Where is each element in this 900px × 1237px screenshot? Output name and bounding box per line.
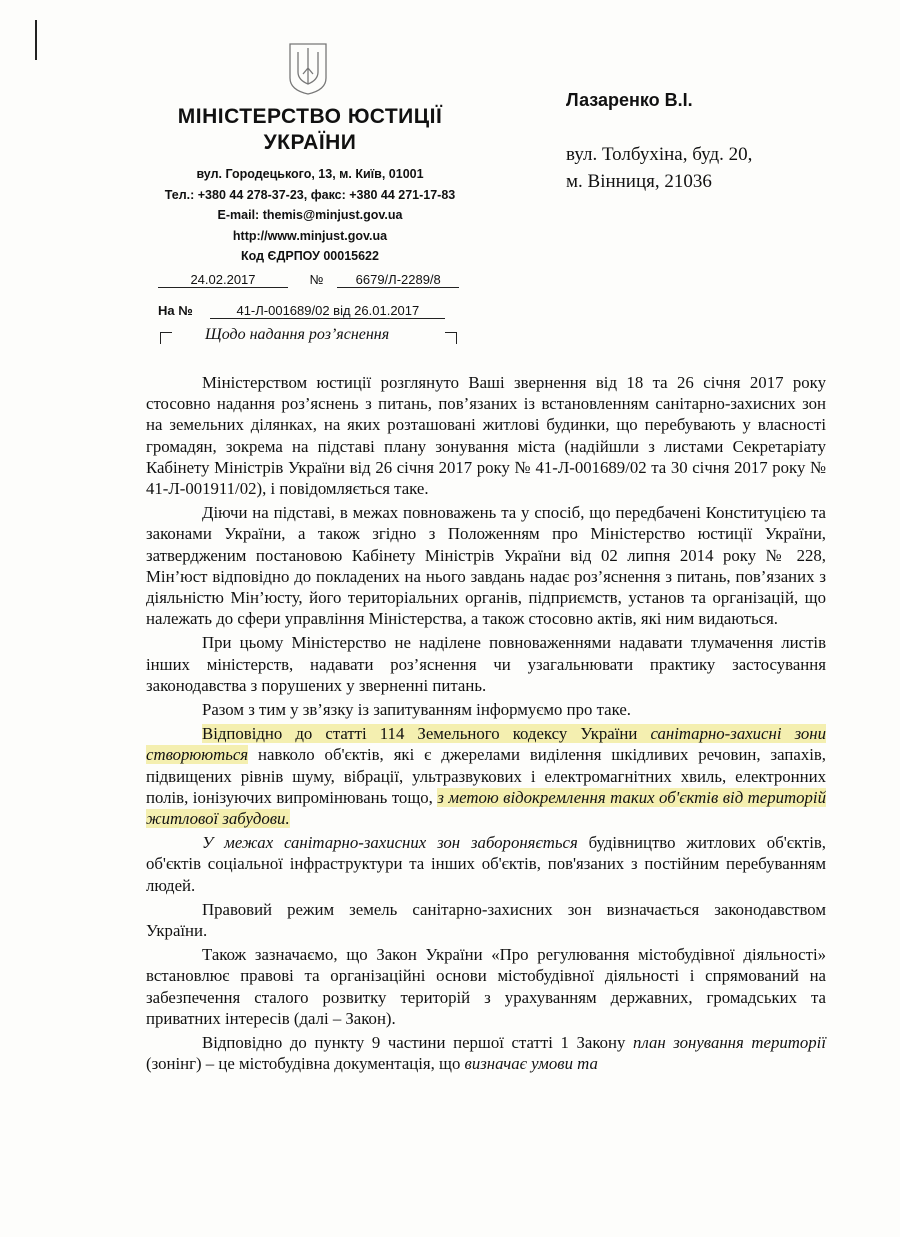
p9-italic-end: визначає умови та [464,1054,598,1074]
margin-mark [35,20,37,60]
paragraph-4: Разом з тим у зв’язку із запитуванням інформуємо про таке. [202,700,631,720]
recipient-street: вул. Толбухіна, буд. 20, [566,144,753,165]
paragraph-7: Правовий режим земель санітарно-захисних зон визначається законодавством України. [146,899,826,941]
ministry-name-line1: МІНІСТЕРСТВО ЮСТИЦІЇ [177,105,443,128]
p9-text: (зонінг) – це містобудівна документація, що [146,1054,465,1074]
p5-highlight-start: Відповідно до статті 114 Земельного кодексу України [202,724,651,744]
ministry-edrpou: Код ЄДРПОУ 00015622 [241,249,379,263]
paragraph-1: Міністерством юстиції розглянуто Ваші звернення від 18 та 26 січня 2017 року стосовно надання роз’яснень з питань, пов’язаних із встановленням санітарно-захисних зон на земельних ділянках, на яких розташовані житлові будинки, що перебувають у власності громадян, зокрема на підставі плану зонування міста (надійшли з листами Секретаріату Кабінету Міністрів України від 26 січня 2017 року № 41-Л-001689/02 та 30 січня 2017 року № 41-Л-001911/02), і повідомляється таке. [146,373,826,499]
number-label: № [309,272,324,287]
p5-text: навколо об'єктів, які є джерелами виділення шкідливих речовин, запахів, підвищених рівнів шуму, вібрації, ультразвукових і електромагнітних хвиль, електронних полів, іонізуючих випромінювань тощо, [146,745,826,807]
paragraph-8: Також зазначаємо, що Закон України «Про регулювання містобудівної діяльності» встановлює правові та організаційні основи містобудівної діяльності і спрямований на забезпечення сталого розвитку територій з урахуванням державних, громадських та приватних інтересів (далі – Закон). [146,945,826,1028]
letter-date: 24.02.2017 [158,272,288,288]
ministry-web: http://www.minjust.gov.ua [232,228,388,243]
paragraph-3: При цьому Міністерство не наділене повноваженнями надавати тлумачення листів інших міністерств, надавати роз’яснення чи узагальнювати практику застосування законодавства з порушених у зверненні питань. [146,633,826,695]
ministry-phone: Тел.: +380 44 278-37-23, факс: +380 44 271-17-83 [164,187,456,202]
letter-number: 6679/Л-2289/8 [337,272,459,288]
recipient-block [566,90,866,195]
recipient-name: Лазаренко В.І. [566,90,693,110]
ministry-email: E-mail: themis@minjust.gov.ua [217,208,403,222]
p5-italic-end: з метою відокремлення таких об'єктів від територій житлової забудови. [146,787,826,829]
ministry-address: вул. Городецького, 13, м. Київ, 01001 [196,167,424,181]
subject-corner-left [160,332,172,344]
p5-italic-phrase: санітарно-захисні зони створюються [146,724,827,765]
outgoing-registration [158,272,459,288]
p6-italic-phrase: У межах санітарно-захисних зон забороняється [202,833,578,853]
p6-text: будівництво житлових об'єктів, об'єктів соціальної інфраструктури та інших об'єктів, пов'язаних з постійним перебуванням людей. [146,833,826,895]
recipient-city: м. Вінниця, 21036 [566,171,712,192]
paragraph-2: Діючи на підставі, в межах повноважень та у спосіб, що передбачені Конституцією та законами України, а також згідно з Положенням про Міністерство юстиції України, затвердженим постановою Кабінету Міністрів України від 02 липня 2014 року № 228, Мін’юст відповідно до покладених на нього завдань надає роз’яснення з питань, пов’язаних з діяльністю Мін’юсту, його територіальних органів, підприємств, установ та організацій, що належать до сфери управління Міністерства, а також стосовно актів, які ним видаються. [146,503,826,629]
p9-text-start: Відповідно до пункту 9 частини першої статті 1 Закону [202,1033,634,1053]
paragraph-6 [146,832,826,896]
p9-italic-term: план зонування території [633,1033,827,1053]
paragraph-9 [146,1032,826,1074]
reply-ref-number: 41-Л-001689/02 від 26.01.2017 [210,303,445,319]
reply-reference [158,303,445,319]
ministry-name-line2: УКРАЇНИ [263,131,357,154]
paragraph-5 [146,723,826,829]
ministry-contacts [140,164,480,267]
reply-label: На № [158,303,193,318]
letter-body [146,372,826,1078]
subject-line: Щодо надання роз’яснення [205,326,390,343]
subject-corner-right [445,332,457,344]
trident-emblem-icon [286,38,330,96]
ministry-name [140,104,480,156]
